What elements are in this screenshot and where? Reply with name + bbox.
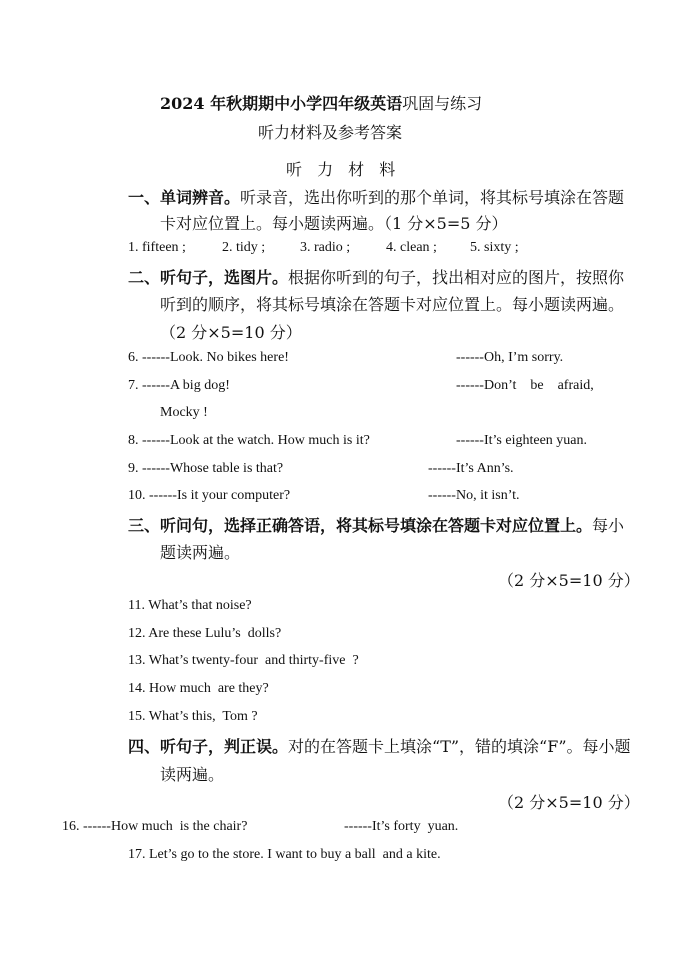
part3-item-14: 14. How much are they? <box>128 681 269 696</box>
document-title <box>160 91 482 114</box>
part3-item-12: 12. Are these Lulu’s dolls? <box>128 626 282 641</box>
part3-item-11: 11. What’s that noise? <box>128 598 252 613</box>
section-title: 听 力 材 料 <box>286 160 396 179</box>
title-suffix: 巩固与练习 <box>402 94 483 113</box>
part1-heading-cont: 卡对应位置上。每小题读两遍。（1 分×5=5 分） <box>160 214 508 233</box>
part4-heading <box>128 734 631 757</box>
part4-heading-bold: 四、听句子，判正误。 <box>128 737 289 756</box>
part4-heading-text: 对的在答题卡上填涂“T”，错的填涂“F”。每小题 <box>288 737 631 756</box>
part2-item-8-question: 8. ------Look at the watch. How much is it? <box>128 433 370 448</box>
part3-heading-cont: 题读两遍。 <box>160 543 241 562</box>
part2-heading-bold: 二、听句子，选图片。 <box>128 268 289 287</box>
part2-item-7-answer: ------Don’t be afraid, <box>456 378 594 393</box>
part3-score: （2 分×5=10 分） <box>498 571 640 590</box>
part4-heading-cont: 读两遍。 <box>160 765 225 784</box>
part4-item-17: 17. Let’s go to the store. I want to buy a ball and a kite. <box>128 847 441 862</box>
part1-item-1: 1. fifteen ; <box>128 240 186 255</box>
part4-item-16-answer: ------It’s forty yuan. <box>344 819 459 834</box>
part2-score: （2 分×5=10 分） <box>160 323 302 342</box>
part2-item-9-question: 9. ------Whose table is that? <box>128 461 284 476</box>
document-subtitle: 听力材料及参考答案 <box>258 123 403 142</box>
part3-item-13: 13. What’s twenty-four and thirty-five ? <box>128 653 359 668</box>
title-prefix: 2024 年秋期期中小学四年级 <box>160 94 371 113</box>
part3-heading-text: 每小 <box>592 516 625 535</box>
part3-heading <box>128 513 624 536</box>
part2-item-7-continuation: Mocky ! <box>160 405 208 420</box>
part2-item-10-question: 10. ------Is it your computer? <box>128 488 291 503</box>
part1-heading-bold: 一、单词辨音。 <box>128 188 241 207</box>
part2-heading <box>128 265 624 288</box>
part1-item-4: 4. clean ; <box>386 240 437 255</box>
part1-heading-text: 听录音，选出你听到的那个单词，将其标号填涂在答题 <box>240 188 625 207</box>
part2-heading-cont: 听到的顺序，将其标号填涂在答题卡对应位置上。每小题读两遍。 <box>160 295 625 314</box>
part2-item-7-question: 7. ------A big dog! <box>128 378 230 393</box>
part1-item-5: 5. sixty ; <box>470 240 519 255</box>
part2-item-6-answer: ------Oh, I’m sorry. <box>456 350 564 365</box>
part1-heading <box>128 185 624 208</box>
part1-item-2: 2. tidy ; <box>222 240 266 255</box>
part1-item-3: 3. radio ; <box>300 240 351 255</box>
part4-item-16-question: 16. ------How much is the chair? <box>62 819 248 834</box>
part2-item-10-answer: ------No, it isn’t. <box>428 488 520 503</box>
part3-item-15: 15. What’s this, Tom ? <box>128 709 258 724</box>
part2-heading-text: 根据你听到的句子，找出相对应的图片，按照你 <box>288 268 625 287</box>
title-bold: 英语 <box>370 94 403 113</box>
part2-item-8-answer: ------It’s eighteen yuan. <box>456 433 587 448</box>
part4-score: （2 分×5=10 分） <box>498 793 640 812</box>
part3-heading-bold: 三、听问句，选择正确答语，将其标号填涂在答题卡对应位置上。 <box>128 516 593 535</box>
part2-item-9-answer: ------It’s Ann’s. <box>428 461 514 476</box>
part2-item-6-question: 6. ------Look. No bikes here! <box>128 350 289 365</box>
